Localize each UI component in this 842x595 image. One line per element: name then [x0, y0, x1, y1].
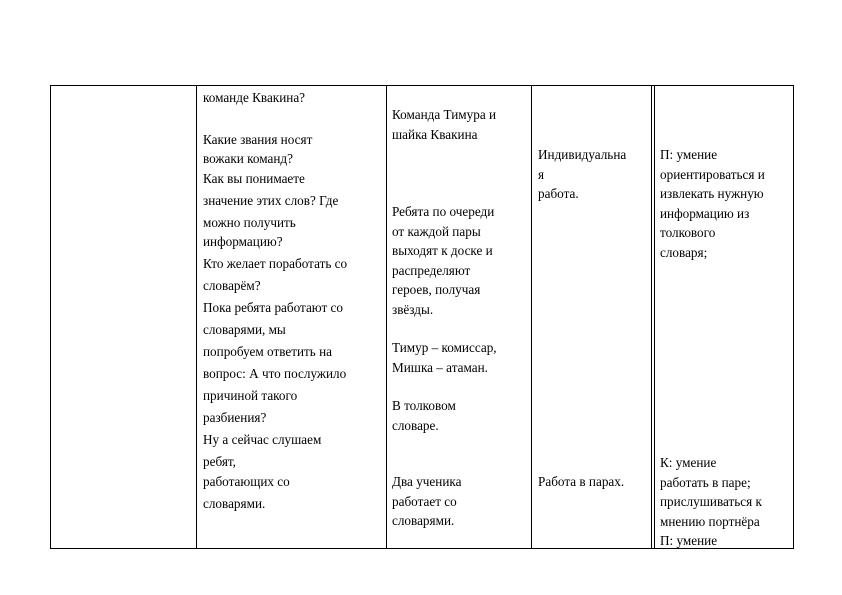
- teacher-questions-cell: [203, 88, 385, 514]
- text-line: шайка Квакина: [392, 126, 478, 142]
- text-line: Работа в парах.: [538, 474, 625, 489]
- table-right-border: [793, 85, 794, 549]
- text-line: Какие звания носят: [203, 131, 313, 147]
- text-line: я: [538, 166, 545, 182]
- text-line: информацию?: [203, 234, 283, 250]
- text-line: ребят,: [203, 454, 236, 470]
- text-line: вожаки команд?: [203, 151, 293, 167]
- text-line: можно получить: [203, 214, 296, 230]
- text-line: толкового: [660, 225, 716, 241]
- text-line: П: умение: [660, 147, 718, 162]
- text-line: [203, 108, 385, 130]
- text-line: вопрос: А что послужило: [203, 366, 347, 382]
- text-line: Мишка – атаман.: [392, 359, 488, 375]
- text-line: прислушиваться к: [660, 494, 762, 510]
- text-line: от каждой пары: [392, 223, 481, 239]
- text-line: Два ученика: [392, 474, 462, 489]
- text-line: звёзды.: [392, 301, 434, 317]
- text-line: работа.: [538, 186, 579, 202]
- text-line: работать в паре;: [660, 474, 751, 490]
- text-line: Как вы понимаете: [203, 170, 305, 186]
- text-line: распределяют: [392, 262, 471, 278]
- text-line: В толковом: [392, 398, 456, 413]
- text-line: Тимур – комиссар,: [392, 340, 497, 355]
- text-line: Кто желает поработать со: [203, 256, 348, 272]
- text-line: словарём?: [203, 278, 261, 294]
- student-activity-block-2: [392, 202, 530, 320]
- text-line: героев, получая: [392, 282, 481, 298]
- student-activity-block-3: [392, 338, 530, 377]
- text-line: Ну а сейчас слушаем: [203, 432, 322, 448]
- text-line: Ребята по очереди: [392, 204, 495, 219]
- text-line: словаре.: [392, 417, 439, 433]
- table-top-border: [50, 85, 794, 86]
- student-activity-block-5: [392, 472, 530, 531]
- table-left-border: [50, 85, 51, 549]
- text-line: выходят к доске и: [392, 243, 493, 259]
- text-line: П: умение: [660, 533, 718, 549]
- column-divider-2: [386, 85, 387, 549]
- outcomes-block-1: [660, 145, 792, 263]
- text-line: Пока ребята работают со: [203, 300, 343, 316]
- text-line: команде Квакина?: [203, 90, 306, 105]
- text-line: словарями, мы: [203, 322, 286, 338]
- text-line: ориентироваться и: [660, 166, 765, 182]
- text-line: разбиения?: [203, 410, 267, 426]
- text-line: Команда Тимура и: [392, 107, 497, 122]
- text-line: причиной такого: [203, 388, 298, 404]
- student-activity-block-1: [392, 105, 530, 144]
- work-form-block-2: [538, 472, 650, 492]
- column-divider-4b: [654, 85, 655, 549]
- text-line: информацию из: [660, 205, 750, 221]
- text-line: работающих со: [203, 473, 290, 489]
- text-line: извлекать нужную: [660, 186, 764, 202]
- column-divider-4a: [651, 85, 652, 549]
- student-activity-block-4: [392, 396, 530, 435]
- text-line: попробуем ответить на: [203, 344, 333, 360]
- text-line: мнению портнёра: [660, 513, 760, 529]
- text-line: К: умение: [660, 455, 717, 470]
- outcomes-block-2: [660, 453, 792, 551]
- text-line: словарями.: [203, 495, 266, 511]
- text-line: Индивидуальна: [538, 147, 627, 162]
- text-line: значение этих слов? Где: [203, 192, 339, 208]
- text-line: словарями.: [392, 513, 455, 529]
- text-line: словаря;: [660, 244, 708, 260]
- text-line: работает со: [392, 493, 457, 509]
- work-form-block-1: [538, 145, 650, 204]
- column-divider-3: [531, 85, 532, 549]
- column-divider-1: [196, 85, 197, 549]
